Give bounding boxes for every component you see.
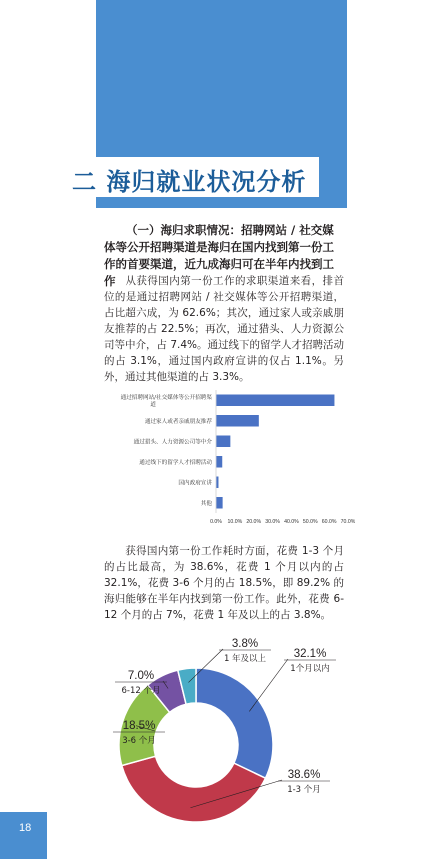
slice-value-label: 7.0% [127, 670, 155, 682]
slice-category-label: 1个月以内 [290, 664, 330, 674]
category-label-line: 通过家人或者亲戚朋友推荐 [144, 418, 212, 425]
category-label [139, 458, 212, 466]
paragraph-channels [104, 273, 344, 385]
category-label-line: 道 [150, 401, 156, 408]
x-tick-label: 70.0% [340, 519, 355, 525]
slice-value-label: 32.1% [293, 648, 327, 660]
donut-slice [196, 668, 273, 778]
paragraph-text: 从获得国内第一份工作的求职渠道来看，排首位的是通过招聘网站 / 社交媒体等公开招聘渠道，占比超六成，为 62.6%；其次，通过家人或亲戚朋友推荐的占 22.5%；再次，通过猎头、人力资源公司等中介，占 7.4%。通过线下的留学人才招聘活动的占 3.1%，通过国内政府宣讲的仅占 1.1%。另外，通过其他渠道的占 3.3%。 [104, 275, 345, 383]
x-tick-label: 50.0% [302, 519, 318, 525]
category-label-line: 通过招聘网站/社交媒体等公开招聘渠 [120, 394, 212, 401]
bar [216, 415, 258, 427]
bar [216, 497, 222, 509]
category-label-line: 通过线下的留学人才招聘活动 [139, 459, 212, 466]
category-label-line: 国内政府宣讲 [178, 480, 212, 487]
category-label [178, 478, 212, 486]
section-title: 二 海归就业状况分析 [72, 168, 307, 196]
bar [216, 456, 222, 468]
slice-category-label: 6-12 个月 [121, 686, 161, 696]
category-label-line: 其他 [200, 500, 212, 507]
category-label-line: 通过猎头、人力资源公司等中介 [133, 439, 212, 446]
category-label [201, 499, 213, 507]
slice-value-label: 38.6% [287, 769, 321, 781]
x-tick-label: 30.0% [265, 519, 280, 525]
x-tick-label: 60.0% [321, 519, 337, 525]
category-label [145, 417, 213, 425]
slice-value-label: 18.5% [122, 720, 156, 732]
bar [216, 395, 334, 407]
page-number: 18 [19, 822, 32, 834]
slice-category-label: 1-3 个月 [287, 785, 321, 795]
bar [216, 477, 218, 489]
page-number-block [0, 812, 47, 859]
x-tick-label: 0.0% [210, 519, 222, 525]
paragraph-duration [104, 543, 344, 623]
channel-bar-chart [100, 388, 355, 528]
slice-value-label: 3.8% [231, 638, 259, 650]
category-label [134, 437, 213, 445]
paragraph-text: 获得国内第一份工作耗时方面，花费 1-3 个月的占比最高，为 38.6%，花费 1 个月以内的占 32.1%，花费 3-6 个月的占 18.5%，即 89.2% 的海归能够在半年内找到第一份工作。此外，花费 6-12 个月的占 7%，花费 1 年及以上的占 3.8%。 [104, 545, 344, 621]
donut-label [219, 638, 271, 664]
leader-line [249, 659, 288, 711]
donut-label [284, 648, 336, 674]
x-tick-label: 40.0% [284, 519, 299, 525]
x-tick-label: 10.0% [227, 519, 243, 525]
donut-label [278, 769, 330, 795]
slice-category-label: 1 年及以上 [223, 654, 267, 664]
subsection-heading-text: （一）海归求职情况：招聘网站 / 社交媒体等公开招聘渠道是海归在国内找到第一份工作的首要渠道，近九成海归可在半年内找到工作 [104, 223, 334, 288]
category-label [121, 393, 213, 408]
duration-donut-chart [100, 635, 340, 845]
x-tick-label: 20.0% [246, 519, 262, 525]
bar [216, 436, 230, 448]
slice-category-label: 3-6 个月 [122, 736, 156, 746]
